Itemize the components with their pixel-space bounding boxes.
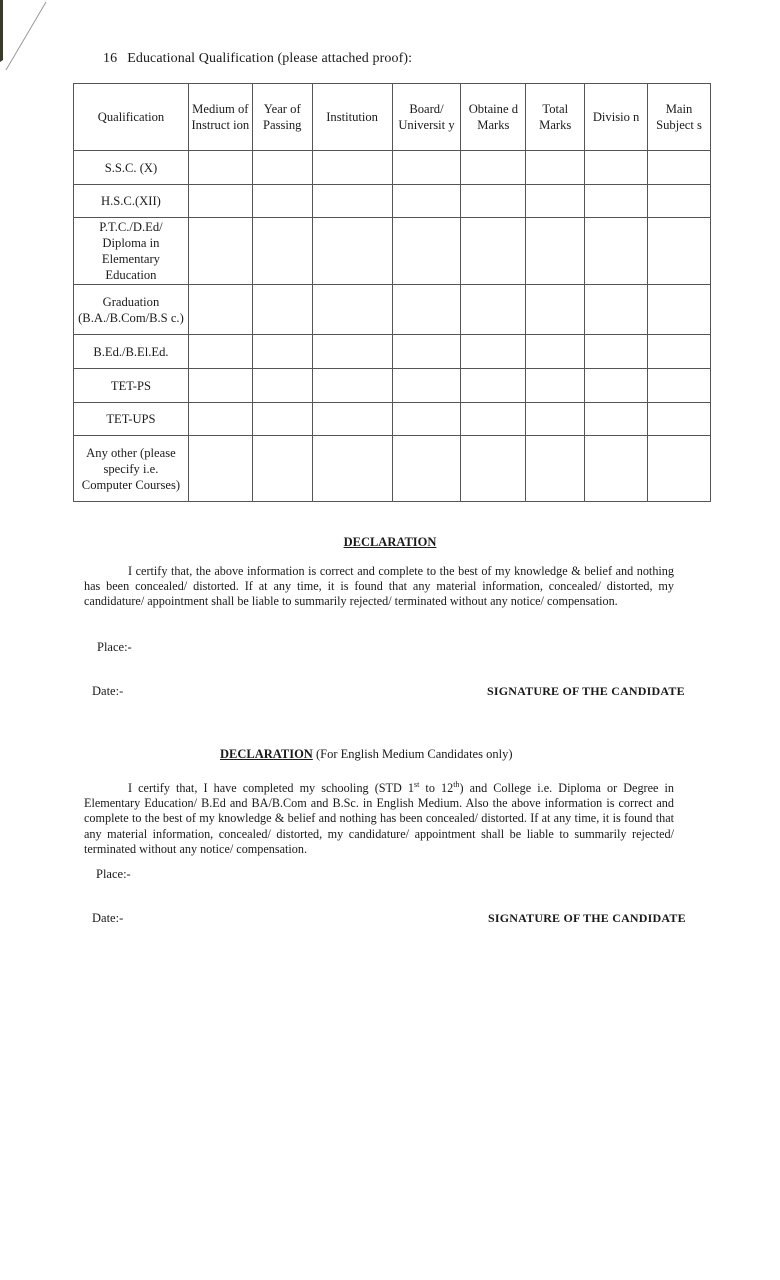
table-row <box>74 369 711 403</box>
english-declaration-text <box>84 777 674 857</box>
blank-entry-cell[interactable] <box>392 285 461 335</box>
table-row <box>74 436 711 502</box>
blank-entry-cell[interactable] <box>526 335 585 369</box>
qualification-cell: TET-UPS <box>74 403 189 436</box>
blank-entry-cell[interactable] <box>392 403 461 436</box>
blank-entry-cell[interactable] <box>648 369 711 403</box>
blank-entry-cell[interactable] <box>392 218 461 285</box>
blank-entry-cell[interactable] <box>252 436 312 502</box>
english-declaration-text-end: ) and College i.e. Diploma or Degree in Elementary Education/ B.Ed and BA/B.Com and B.Sc. in English Medium. Also the above information is correct and complete to the best of my knowledge & belief and nothing has been concealed/ distorted. If at any time, it is found that any material information, concealed/ distorted, my candidature/ appointment shall be liable to summarily rejected/ terminated without any notice/ compensation. <box>84 781 675 856</box>
table-row <box>74 151 711 185</box>
table-row <box>74 185 711 218</box>
candidate-signature-label: SIGNATURE OF THE CANDIDATE <box>487 684 685 698</box>
place-label: Place:- <box>97 640 132 654</box>
blank-entry-cell[interactable] <box>188 403 252 436</box>
blank-entry-cell[interactable] <box>392 151 461 185</box>
blank-entry-cell[interactable] <box>526 436 585 502</box>
blank-entry-cell[interactable] <box>648 436 711 502</box>
blank-entry-cell[interactable] <box>312 218 392 285</box>
blank-entry-cell[interactable] <box>188 335 252 369</box>
header-division: Divisio n <box>585 84 648 151</box>
blank-entry-cell[interactable] <box>648 335 711 369</box>
blank-entry-cell[interactable] <box>252 369 312 403</box>
blank-entry-cell[interactable] <box>526 369 585 403</box>
blank-entry-cell[interactable] <box>585 151 648 185</box>
blank-entry-cell[interactable] <box>252 403 312 436</box>
blank-entry-cell[interactable] <box>461 335 526 369</box>
blank-entry-cell[interactable] <box>252 335 312 369</box>
blank-entry-cell[interactable] <box>252 285 312 335</box>
qualification-cell: TET-PS <box>74 369 189 403</box>
table-row <box>74 403 711 436</box>
english-declaration-text-start: I certify that, I have completed my schooling (STD 1 <box>128 781 414 796</box>
blank-entry-cell[interactable] <box>312 151 392 185</box>
table-row <box>74 218 711 285</box>
blank-entry-cell[interactable] <box>312 335 392 369</box>
blank-entry-cell[interactable] <box>312 285 392 335</box>
blank-entry-cell[interactable] <box>188 218 252 285</box>
blank-entry-cell[interactable] <box>585 218 648 285</box>
table-header-row <box>74 84 711 151</box>
blank-entry-cell[interactable] <box>648 151 711 185</box>
blank-entry-cell[interactable] <box>648 218 711 285</box>
blank-entry-cell[interactable] <box>392 369 461 403</box>
blank-entry-cell[interactable] <box>312 436 392 502</box>
blank-entry-cell[interactable] <box>585 335 648 369</box>
blank-entry-cell[interactable] <box>648 403 711 436</box>
blank-entry-cell[interactable] <box>312 369 392 403</box>
blank-entry-cell[interactable] <box>252 151 312 185</box>
section-number: 16 <box>103 51 118 66</box>
blank-entry-cell[interactable] <box>461 151 526 185</box>
superscript-th: th <box>453 780 460 789</box>
blank-entry-cell[interactable] <box>585 436 648 502</box>
blank-entry-cell[interactable] <box>188 436 252 502</box>
blank-entry-cell[interactable] <box>526 285 585 335</box>
blank-entry-cell[interactable] <box>392 436 461 502</box>
place-label-2: Place:- <box>96 867 131 881</box>
blank-entry-cell[interactable] <box>312 403 392 436</box>
header-qualification: Qualification <box>74 84 189 151</box>
blank-entry-cell[interactable] <box>585 369 648 403</box>
english-declaration-title: DECLARATION <box>220 747 313 761</box>
header-board: Board/ Universit y <box>392 84 461 151</box>
qualification-cell: B.Ed./B.El.Ed. <box>74 335 189 369</box>
qualification-table-body <box>74 151 711 502</box>
header-obtained-marks: Obtaine d Marks <box>461 84 526 151</box>
blank-entry-cell[interactable] <box>461 369 526 403</box>
header-total-marks: Total Marks <box>526 84 585 151</box>
blank-entry-cell[interactable] <box>585 285 648 335</box>
blank-entry-cell[interactable] <box>188 185 252 218</box>
qualification-cell: Graduation (B.A./B.Com/B.S c.) <box>74 285 189 335</box>
blank-entry-cell[interactable] <box>461 218 526 285</box>
table-row <box>74 335 711 369</box>
blank-entry-cell[interactable] <box>526 151 585 185</box>
blank-entry-cell[interactable] <box>392 185 461 218</box>
english-declaration-subtitle: (For English Medium Candidates only) <box>315 747 513 761</box>
qualification-table <box>73 83 711 502</box>
blank-entry-cell[interactable] <box>252 218 312 285</box>
blank-entry-cell[interactable] <box>648 285 711 335</box>
blank-entry-cell[interactable] <box>188 151 252 185</box>
blank-entry-cell[interactable] <box>526 403 585 436</box>
header-main-subjects: Main Subject s <box>648 84 711 151</box>
qualification-cell: Any other (please specify i.e. Computer Courses) <box>74 436 189 502</box>
blank-entry-cell[interactable] <box>461 436 526 502</box>
qualification-cell: S.S.C. (X) <box>74 151 189 185</box>
blank-entry-cell[interactable] <box>188 285 252 335</box>
superscript-st: st <box>414 780 420 789</box>
candidate-signature-label-2: SIGNATURE OF THE CANDIDATE <box>488 911 686 925</box>
section-title: Educational Qualification (please attached proof): <box>127 51 413 66</box>
qualification-cell: H.S.C.(XII) <box>74 185 189 218</box>
date-label: Date:- <box>92 684 124 698</box>
blank-entry-cell[interactable] <box>585 185 648 218</box>
date-label-2: Date:- <box>92 911 124 925</box>
blank-entry-cell[interactable] <box>648 185 711 218</box>
blank-entry-cell[interactable] <box>252 185 312 218</box>
english-medium-declaration-heading <box>220 747 512 762</box>
declaration-text: I certify that, the above information is correct and complete to the best of my knowledge & belief and nothing has been concealed/ distorted. If at any time, it is found that any material information, concealed/ distorted, my candidature/ appointment shall be liable to summarily rejected/ terminated without any notice/ compensation. <box>84 564 674 609</box>
header-institution: Institution <box>312 84 392 151</box>
header-year: Year of Passing <box>252 84 312 151</box>
declaration-title: DECLARATION <box>343 535 437 549</box>
header-medium: Medium of Instruct ion <box>188 84 252 151</box>
blank-entry-cell[interactable] <box>392 335 461 369</box>
section-heading <box>103 51 412 67</box>
scan-edge-mark <box>0 0 60 90</box>
table-row <box>74 285 711 335</box>
blank-entry-cell[interactable] <box>461 185 526 218</box>
english-declaration-text-mid: to 12 <box>419 781 454 796</box>
blank-entry-cell[interactable] <box>461 285 526 335</box>
blank-entry-cell[interactable] <box>526 218 585 285</box>
blank-entry-cell[interactable] <box>461 403 526 436</box>
blank-entry-cell[interactable] <box>526 185 585 218</box>
blank-entry-cell[interactable] <box>188 369 252 403</box>
blank-entry-cell[interactable] <box>585 403 648 436</box>
blank-entry-cell[interactable] <box>312 185 392 218</box>
qualification-cell: P.T.C./D.Ed/ Diploma in Elementary Education <box>74 218 189 285</box>
